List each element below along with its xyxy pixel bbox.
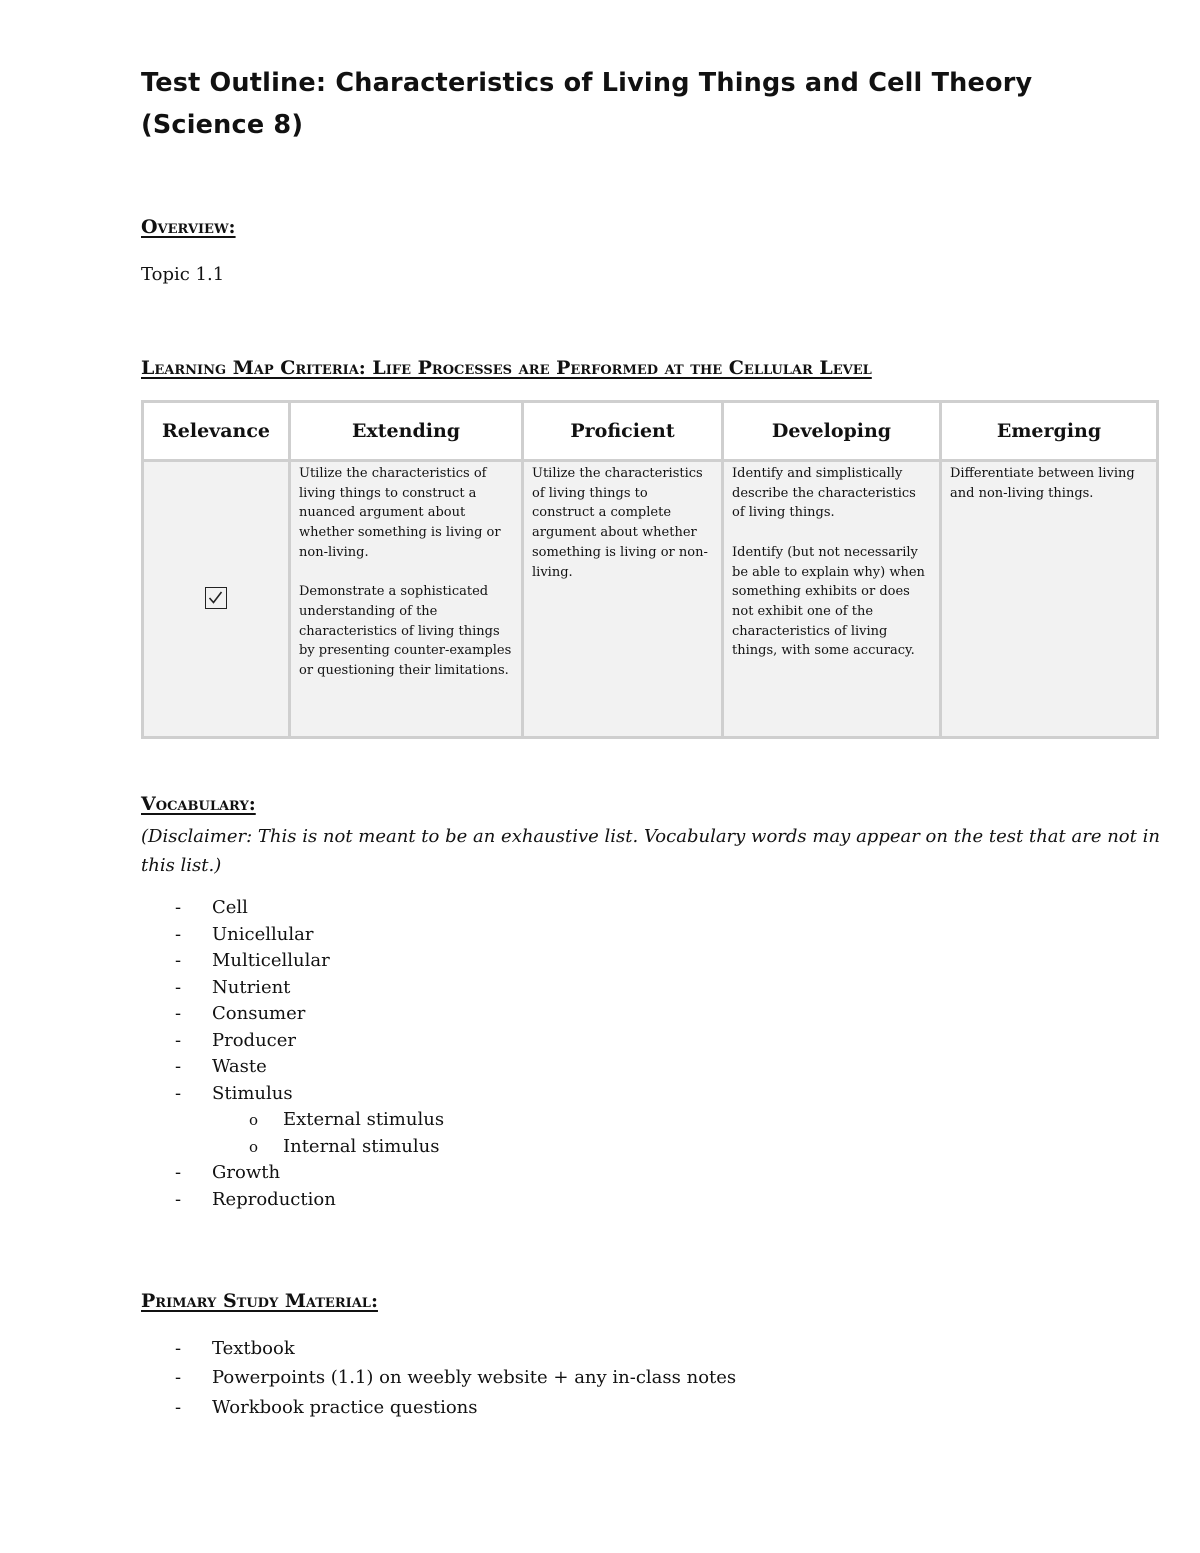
list-item bbox=[141, 922, 444, 949]
bullet-circle: o bbox=[249, 1137, 259, 1156]
bullet-dash: - bbox=[175, 1396, 182, 1418]
study-material-list bbox=[141, 1334, 736, 1422]
vocabulary-disclaimer: (Disclaimer: This is not meant to be an exhaustive list. Vocabulary words may appear on the test that are not in this list.) bbox=[141, 826, 1160, 876]
emerging-criterion: Differentiate between living and non-living things. bbox=[950, 466, 1135, 501]
vocabulary-term: Growth bbox=[212, 1162, 281, 1183]
bullet-dash: - bbox=[175, 1003, 182, 1024]
list-item bbox=[141, 948, 444, 975]
vocabulary-term: Nutrient bbox=[212, 976, 291, 998]
list-item bbox=[141, 1081, 444, 1108]
vocabulary-term: Producer bbox=[212, 1029, 297, 1051]
proficient-cell bbox=[523, 461, 723, 738]
learning-map-table bbox=[141, 400, 1159, 739]
vocabulary-term: Waste bbox=[212, 1056, 267, 1077]
study-material-heading: Primary Study Material: bbox=[141, 1290, 378, 1312]
bullet-dash: - bbox=[175, 1056, 182, 1077]
bullet-dash: - bbox=[175, 1162, 182, 1183]
column-header-proficient: Proficient bbox=[523, 402, 723, 461]
bullet-dash: - bbox=[175, 950, 182, 971]
study-material-item: Textbook bbox=[212, 1338, 295, 1359]
bullet-dash: - bbox=[175, 1338, 182, 1359]
developing-cell bbox=[723, 461, 941, 738]
list-item bbox=[141, 895, 444, 922]
table-header-row bbox=[143, 402, 1158, 461]
list-item bbox=[141, 1187, 444, 1214]
bullet-dash: - bbox=[175, 923, 182, 945]
vocabulary-term: Unicellular bbox=[212, 923, 314, 945]
checked-checkbox-icon[interactable] bbox=[205, 587, 227, 609]
learning-map-heading: Learning Map Criteria: Life Processes are Performed at the Cellular Level bbox=[141, 357, 872, 379]
list-item bbox=[141, 1001, 444, 1028]
vocabulary-term: External stimulus bbox=[283, 1109, 445, 1130]
vocabulary-term: Stimulus bbox=[212, 1082, 293, 1104]
list-item bbox=[141, 1363, 736, 1392]
vocabulary-list bbox=[141, 895, 444, 1213]
bullet-dash: - bbox=[175, 1029, 182, 1051]
relevance-cell bbox=[143, 461, 290, 738]
list-item bbox=[141, 1134, 444, 1161]
list-item bbox=[141, 1107, 444, 1134]
vocabulary-term: Consumer bbox=[212, 1003, 306, 1024]
list-item bbox=[141, 1334, 736, 1363]
overview-topic: Topic 1.1 bbox=[141, 264, 225, 285]
bullet-dash: - bbox=[175, 1367, 182, 1389]
study-material-item: Workbook practice questions bbox=[212, 1396, 478, 1418]
column-header-relevance: Relevance bbox=[143, 402, 290, 461]
vocabulary-term: Internal stimulus bbox=[283, 1135, 440, 1157]
column-header-extending: Extending bbox=[290, 402, 523, 461]
proficient-criterion: Utilize the characteristics of living things to construct a complete argument about whether something is living or non-living. bbox=[532, 466, 708, 580]
overview-heading: Overview: bbox=[141, 216, 236, 238]
bullet-dash: - bbox=[175, 976, 182, 998]
list-item bbox=[141, 1393, 736, 1422]
bullet-dash: - bbox=[175, 1082, 182, 1104]
vocabulary-term: Cell bbox=[212, 897, 248, 918]
list-item bbox=[141, 1028, 444, 1055]
developing-criterion: Identify and simplistically describe the characteristics of living things. bbox=[732, 466, 916, 521]
table-row bbox=[143, 461, 1158, 738]
list-item bbox=[141, 975, 444, 1002]
column-header-developing: Developing bbox=[723, 402, 941, 461]
emerging-cell bbox=[941, 461, 1158, 738]
bullet-circle: o bbox=[249, 1111, 259, 1129]
list-item bbox=[141, 1160, 444, 1187]
document-title: Test Outline: Characteristics of Living Things and Cell Theory (Science 8) bbox=[141, 68, 1033, 140]
study-material-item: Powerpoints (1.1) on weebly website + any in-class notes bbox=[212, 1367, 737, 1389]
developing-criterion: Identify (but not necessarily be able to explain why) when something exhibits or does not exhibit one of the characteristics of living things, with some accuracy. bbox=[732, 544, 925, 659]
vocabulary-term: Multicellular bbox=[212, 950, 330, 971]
bullet-dash: - bbox=[175, 897, 182, 918]
extending-criterion: Utilize the characteristics of living things to construct a nuanced argument about whether something is living or non-living. bbox=[299, 466, 501, 560]
list-item bbox=[141, 1054, 444, 1081]
extending-cell bbox=[290, 461, 523, 738]
bullet-dash: - bbox=[175, 1188, 182, 1210]
vocabulary-heading: Vocabulary: bbox=[141, 793, 256, 815]
column-header-emerging: Emerging bbox=[941, 402, 1158, 461]
extending-criterion: Demonstrate a sophisticated understanding of the characteristics of living things by presenting counter-examples or questioning their limitations. bbox=[299, 584, 512, 679]
vocabulary-term: Reproduction bbox=[212, 1188, 336, 1210]
